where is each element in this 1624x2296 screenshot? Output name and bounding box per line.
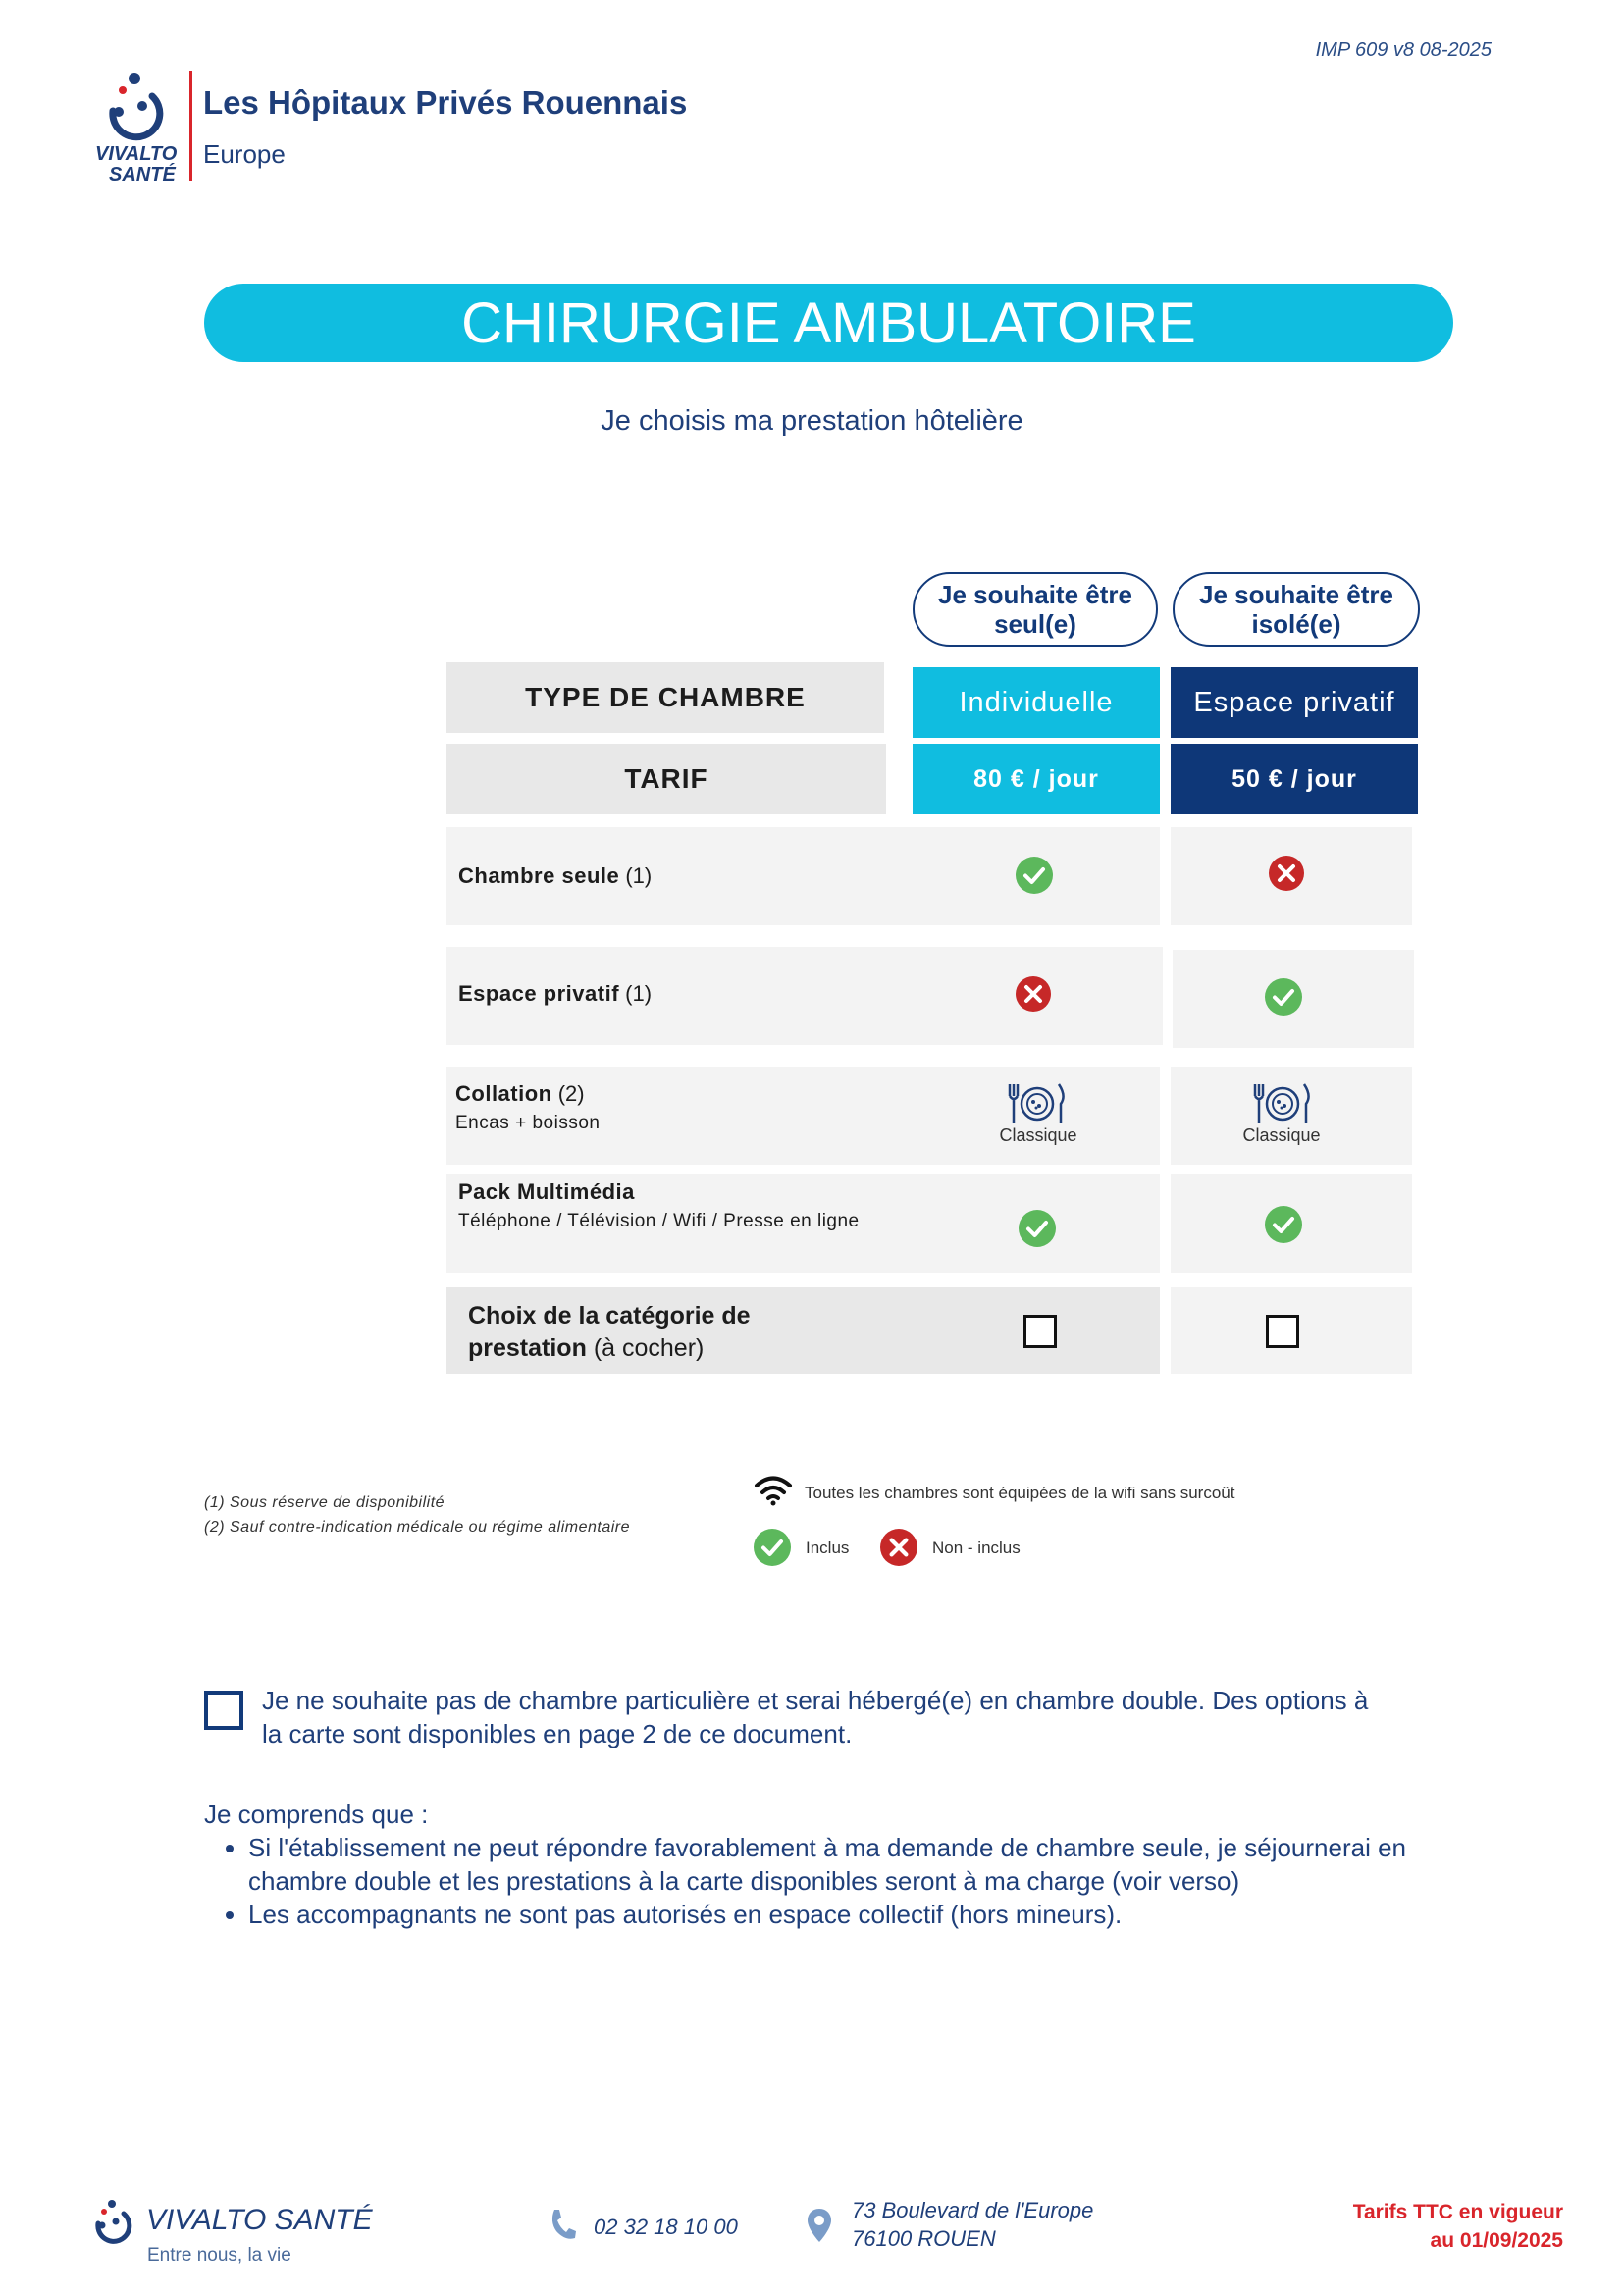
organization-site: Europe [203,139,286,169]
svg-text:SANTÉ: SANTÉ [109,164,176,184]
wish-isolated-pill: Je souhaite être isolé(e) [1173,572,1420,647]
vivalto-footer-logo-icon [86,2198,139,2255]
double-room-checkbox[interactable] [204,1691,243,1730]
footer-tarifs-note: Tarifs TTC en vigueur au 01/09/2025 [1352,2201,1563,2252]
understand-intro: Je comprends que : [204,1800,429,1829]
check-icon [1019,1210,1056,1247]
document-reference: IMP 609 v8 08-2025 [1315,39,1492,61]
check-icon [1265,1206,1302,1243]
page-title: CHIRURGIE AMBULATOIRE [204,284,1453,362]
list-item: • Les accompagnants ne sont pas autorisés en espace collectif (hors mineurs). [248,1898,1450,1931]
footnote-2: (2) Sauf contre-indication médicale ou régime alimentaire [204,1519,631,1536]
choice-individual-checkbox[interactable] [1023,1315,1057,1348]
meal-icon [1251,1082,1314,1125]
footnote-1: (1) Sous réserve de disponibilité [204,1494,445,1511]
footer-tagline: Entre nous, la vie [147,2245,291,2266]
room-type-individual: Individuelle [913,667,1160,738]
footer-brand: VIVALTO SANTÉ [146,2204,373,2236]
double-room-text: Je ne souhaite pas de chambre particulière et serai hébergé(e) en chambre double. Des options à la carte sont disponibles en page 2 de ce document. [262,1686,1369,1748]
logo-divider [189,71,192,181]
row-label-multimedia: Pack Multimédia Téléphone / Télévision / Wifi / Presse en ligne [458,1179,860,1231]
cross-icon [1016,976,1051,1012]
row-label-single-room: Chambre seule (1) [458,863,653,888]
phone-icon [548,2208,577,2243]
check-icon [754,1529,791,1566]
check-icon [1265,978,1302,1016]
wifi-icon [754,1475,793,1506]
row-label-private-space: Espace privatif (1) [458,981,653,1006]
check-icon [1016,857,1053,894]
room-type-private-space: Espace privatif [1171,667,1418,738]
row-label-collation: Collation (2) Encas + boisson [455,1081,601,1133]
choice-private-space-checkbox[interactable] [1266,1315,1299,1348]
tarif-private-space: 50 € / jour [1171,744,1418,814]
legend-included: Inclus [806,1539,850,1557]
cross-icon [1269,856,1304,891]
legend-not-included: Non - inclus [932,1539,1021,1557]
page-subtitle: Je choisis ma prestation hôtelière [601,405,1023,437]
understand-list [204,1831,1450,1931]
svg-text:VIVALTO: VIVALTO [95,143,178,165]
footer-address: 73 Boulevard de l'Europe 76100 ROUEN [852,2198,1094,2251]
room-type-label: TYPE DE CHAMBRE [446,662,884,733]
organization-name: Les Hôpitaux Privés Rouennais [203,84,688,121]
tarif-individual: 80 € / jour [913,744,1160,814]
location-pin-icon [807,2208,832,2243]
vivalto-logo-icon [93,67,182,184]
collation-private-label: Classique [1242,1125,1321,1145]
footer-phone: 02 32 18 10 00 [594,2215,738,2239]
tarif-label: TARIF [446,744,886,814]
meal-icon [1006,1082,1069,1125]
vivalto-logo [93,67,182,184]
collation-individual-label: Classique [999,1125,1077,1145]
row-label-choice: Choix de la catégorie de prestation (à cocher) [468,1302,751,1362]
wifi-note: Toutes les chambres sont équipées de la wifi sans surcoût [805,1484,1235,1502]
wish-alone-pill: Je souhaite être seul(e) [913,572,1158,647]
list-item: • Si l'établissement ne peut répondre favorablement à ma demande de chambre seule, je séjournerai en chambre double et les prestations à la carte disponibles seront à ma charge (voir verso) [248,1831,1450,1898]
cross-icon [880,1529,917,1566]
